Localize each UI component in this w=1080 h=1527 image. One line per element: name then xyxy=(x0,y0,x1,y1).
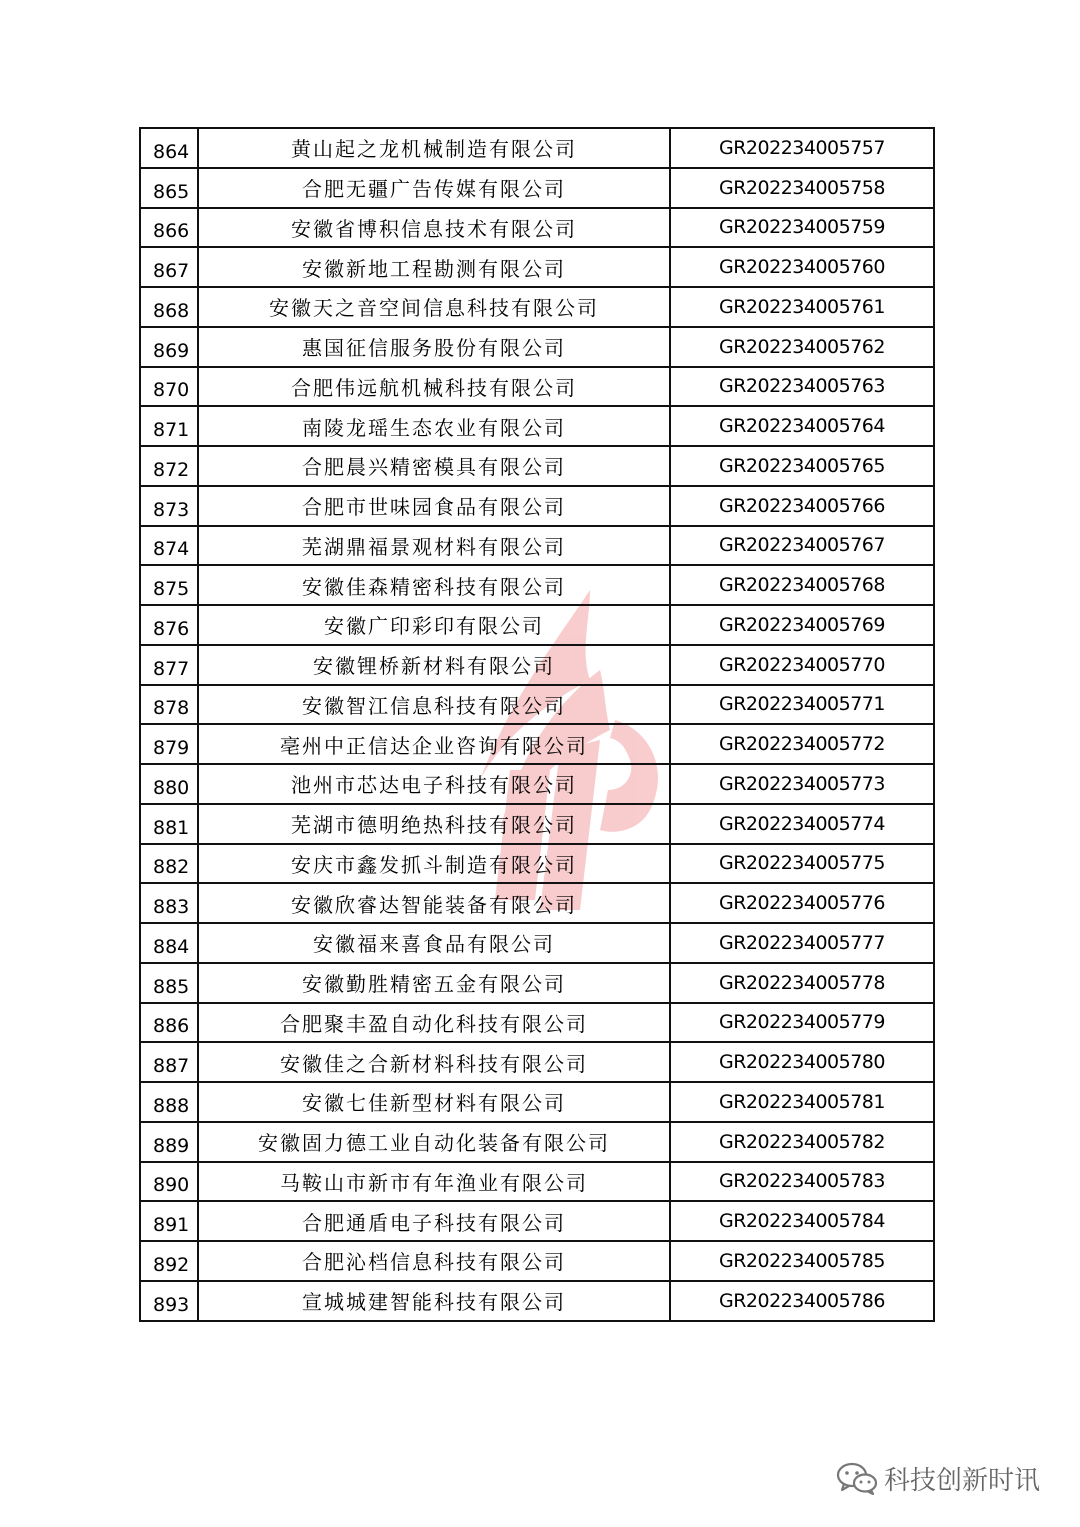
certificate-number: GR202234005762 xyxy=(670,327,934,367)
row-number: 873 xyxy=(140,486,198,526)
table-row xyxy=(140,1162,934,1202)
certificate-number: GR202234005773 xyxy=(670,764,934,804)
company-name: 合肥晨兴精密模具有限公司 xyxy=(198,446,670,486)
table-row xyxy=(140,1003,934,1043)
table-row xyxy=(140,1241,934,1281)
certificate-number: GR202234005776 xyxy=(670,883,934,923)
table-row xyxy=(140,1201,934,1241)
company-name: 合肥聚丰盈自动化科技有限公司 xyxy=(198,1003,670,1043)
company-name: 宣城城建智能科技有限公司 xyxy=(198,1281,670,1321)
table-row xyxy=(140,168,934,208)
table-row xyxy=(140,923,934,963)
certificate-number: GR202234005768 xyxy=(670,565,934,605)
company-name: 安庆市鑫发抓斗制造有限公司 xyxy=(198,844,670,884)
table-row xyxy=(140,208,934,248)
certificate-number: GR202234005761 xyxy=(670,287,934,327)
table-row xyxy=(140,605,934,645)
row-number: 885 xyxy=(140,963,198,1003)
row-number: 871 xyxy=(140,406,198,446)
certificate-number: GR202234005785 xyxy=(670,1241,934,1281)
row-number: 878 xyxy=(140,685,198,725)
certificate-number: GR202234005765 xyxy=(670,446,934,486)
company-name: 安徽智江信息科技有限公司 xyxy=(198,685,670,725)
table-row xyxy=(140,526,934,566)
table-row xyxy=(140,406,934,446)
row-number: 876 xyxy=(140,605,198,645)
table-row xyxy=(140,645,934,685)
table-row xyxy=(140,1042,934,1082)
certificate-number: GR202234005757 xyxy=(670,128,934,168)
row-number: 877 xyxy=(140,645,198,685)
row-number: 874 xyxy=(140,526,198,566)
company-name: 马鞍山市新市有年渔业有限公司 xyxy=(198,1162,670,1202)
row-number: 884 xyxy=(140,923,198,963)
certificate-number: GR202234005767 xyxy=(670,526,934,566)
row-number: 888 xyxy=(140,1082,198,1122)
table-row xyxy=(140,1281,934,1321)
company-name: 安徽天之音空间信息科技有限公司 xyxy=(198,287,670,327)
company-name: 安徽欣睿达智能装备有限公司 xyxy=(198,883,670,923)
certificate-number: GR202234005774 xyxy=(670,804,934,844)
company-name: 惠国征信服务股份有限公司 xyxy=(198,327,670,367)
certificate-number: GR202234005783 xyxy=(670,1162,934,1202)
company-name: 合肥市世味园食品有限公司 xyxy=(198,486,670,526)
row-number: 892 xyxy=(140,1241,198,1281)
table-row xyxy=(140,883,934,923)
certificate-number: GR202234005775 xyxy=(670,844,934,884)
certificate-number: GR202234005772 xyxy=(670,724,934,764)
row-number: 867 xyxy=(140,247,198,287)
certificate-number: GR202234005758 xyxy=(670,168,934,208)
company-name: 合肥沁档信息科技有限公司 xyxy=(198,1241,670,1281)
footer-source xyxy=(836,1458,1040,1498)
certificate-number: GR202234005781 xyxy=(670,1082,934,1122)
row-number: 893 xyxy=(140,1281,198,1321)
table-row xyxy=(140,764,934,804)
row-number: 869 xyxy=(140,327,198,367)
certificate-number: GR202234005760 xyxy=(670,247,934,287)
certificate-number: GR202234005766 xyxy=(670,486,934,526)
certificate-number: GR202234005780 xyxy=(670,1042,934,1082)
row-number: 883 xyxy=(140,883,198,923)
company-name: 合肥伟远航机械科技有限公司 xyxy=(198,367,670,407)
company-name: 亳州中正信达企业咨询有限公司 xyxy=(198,724,670,764)
company-name: 安徽广印彩印有限公司 xyxy=(198,605,670,645)
row-number: 872 xyxy=(140,446,198,486)
company-name: 池州市芯达电子科技有限公司 xyxy=(198,764,670,804)
certificate-number: GR202234005779 xyxy=(670,1003,934,1043)
row-number: 891 xyxy=(140,1201,198,1241)
table-row xyxy=(140,565,934,605)
table-row xyxy=(140,367,934,407)
row-number: 865 xyxy=(140,168,198,208)
table-row xyxy=(140,963,934,1003)
table-row xyxy=(140,1082,934,1122)
row-number: 886 xyxy=(140,1003,198,1043)
table-row xyxy=(140,327,934,367)
company-name: 安徽佳森精密科技有限公司 xyxy=(198,565,670,605)
certificate-number: GR202234005764 xyxy=(670,406,934,446)
row-number: 879 xyxy=(140,724,198,764)
table-row xyxy=(140,804,934,844)
row-number: 870 xyxy=(140,367,198,407)
company-name: 南陵龙瑶生态农业有限公司 xyxy=(198,406,670,446)
table-row xyxy=(140,446,934,486)
row-number: 875 xyxy=(140,565,198,605)
company-name: 黄山起之龙机械制造有限公司 xyxy=(198,128,670,168)
table-row xyxy=(140,486,934,526)
row-number: 868 xyxy=(140,287,198,327)
table-row xyxy=(140,1122,934,1162)
company-name: 合肥通盾电子科技有限公司 xyxy=(198,1201,670,1241)
certificate-number: GR202234005771 xyxy=(670,685,934,725)
table-row xyxy=(140,287,934,327)
company-name: 安徽七佳新型材料有限公司 xyxy=(198,1082,670,1122)
row-number: 866 xyxy=(140,208,198,248)
row-number: 887 xyxy=(140,1042,198,1082)
company-name: 安徽固力德工业自动化装备有限公司 xyxy=(198,1122,670,1162)
row-number: 864 xyxy=(140,128,198,168)
company-name: 安徽省博积信息技术有限公司 xyxy=(198,208,670,248)
table-body xyxy=(140,128,934,1321)
table-row xyxy=(140,247,934,287)
table-row xyxy=(140,724,934,764)
certificate-number: GR202234005786 xyxy=(670,1281,934,1321)
company-name: 合肥无疆广告传媒有限公司 xyxy=(198,168,670,208)
footer-source-label: 科技创新时讯 xyxy=(884,1465,1041,1496)
company-name: 安徽佳之合新材料科技有限公司 xyxy=(198,1042,670,1082)
certificate-number: GR202234005763 xyxy=(670,367,934,407)
certificate-number: GR202234005759 xyxy=(670,208,934,248)
row-number: 890 xyxy=(140,1162,198,1202)
enterprise-table xyxy=(139,127,935,1322)
certificate-number: GR202234005782 xyxy=(670,1122,934,1162)
table-row xyxy=(140,844,934,884)
row-number: 880 xyxy=(140,764,198,804)
wechat-icon xyxy=(836,1461,878,1495)
company-name: 安徽新地工程勘测有限公司 xyxy=(198,247,670,287)
company-name: 安徽锂桥新材料有限公司 xyxy=(198,645,670,685)
table-row xyxy=(140,685,934,725)
table-row xyxy=(140,128,934,168)
row-number: 881 xyxy=(140,804,198,844)
company-name: 芜湖市德明绝热科技有限公司 xyxy=(198,804,670,844)
certificate-number: GR202234005784 xyxy=(670,1201,934,1241)
row-number: 882 xyxy=(140,844,198,884)
certificate-number: GR202234005769 xyxy=(670,605,934,645)
certificate-number: GR202234005777 xyxy=(670,923,934,963)
row-number: 889 xyxy=(140,1122,198,1162)
company-name: 安徽勤胜精密五金有限公司 xyxy=(198,963,670,1003)
certificate-number: GR202234005778 xyxy=(670,963,934,1003)
certificate-number: GR202234005770 xyxy=(670,645,934,685)
company-name: 安徽福来喜食品有限公司 xyxy=(198,923,670,963)
company-name: 芜湖鼎福景观材料有限公司 xyxy=(198,526,670,566)
